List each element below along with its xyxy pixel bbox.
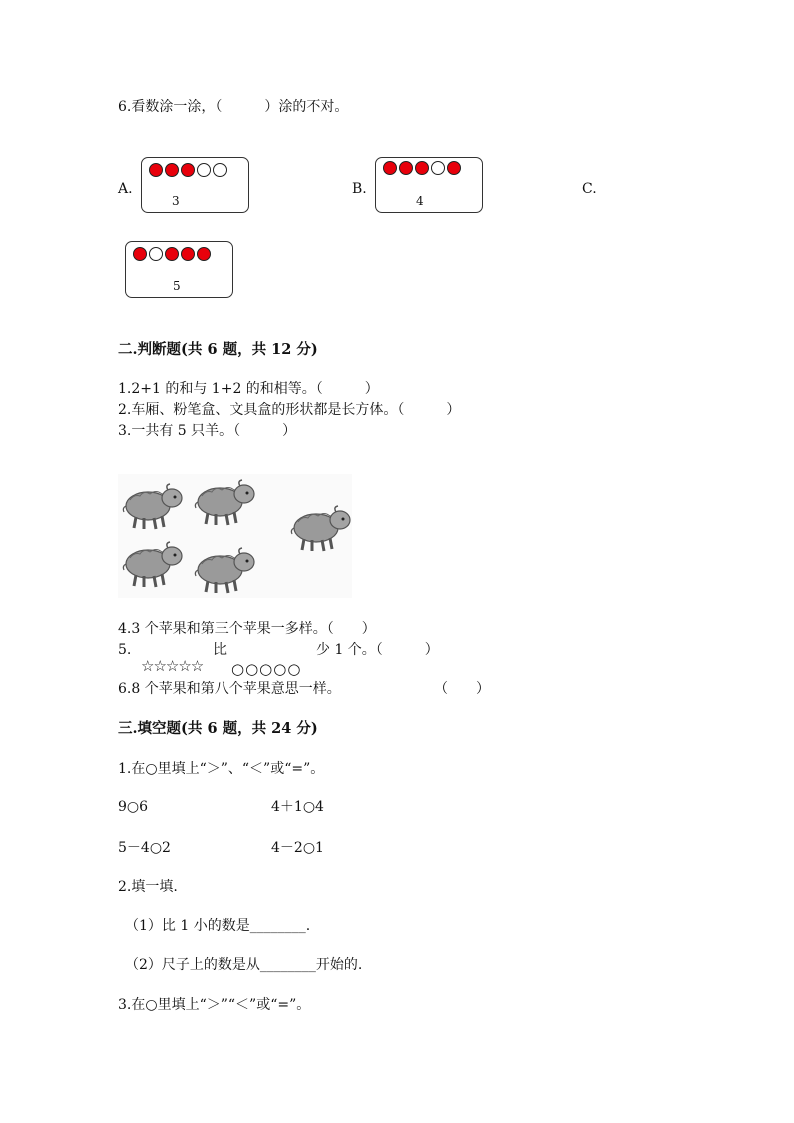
dot xyxy=(181,247,195,261)
option-b-dots xyxy=(383,161,461,175)
judge-q6-paren: （ ） xyxy=(434,681,490,697)
option-c-number: 5 xyxy=(173,279,181,293)
dot xyxy=(149,163,163,177)
section-3-heading: 三.填空题(共 6 题，共 24 分) xyxy=(118,720,318,737)
dot xyxy=(447,161,461,175)
option-b-box xyxy=(375,157,483,213)
sheep xyxy=(195,480,254,525)
dot xyxy=(399,161,413,175)
option-c-label: C. xyxy=(582,181,597,197)
dot xyxy=(149,247,163,261)
dot xyxy=(165,163,179,177)
dot xyxy=(181,163,195,177)
fill-q2-part-1: （1）比 1 小的数是________. xyxy=(125,918,311,934)
fill-q1: 1.在○里填上“＞”、“＜”或“=”。 xyxy=(118,761,325,777)
fill-q1-expr-4: 4－2○1 xyxy=(271,840,324,856)
sheep xyxy=(195,548,254,593)
judge-q4: 4.3 个苹果和第三个苹果一多样。（ ） xyxy=(118,621,376,637)
dot xyxy=(133,247,147,261)
judge-q5-circles: ○○○○○ xyxy=(231,660,302,678)
option-a-label: A. xyxy=(118,181,133,197)
sheep xyxy=(291,506,350,551)
dot xyxy=(197,247,211,261)
question-6-title: 6.看数涂一涂，（ ）涂的不对。 xyxy=(118,99,349,115)
fill-q1-expr-1: 9○6 xyxy=(118,799,149,815)
judge-q5-stars: ☆☆☆☆☆ xyxy=(141,657,204,675)
fill-q1-expr-2: 4＋1○4 xyxy=(271,799,324,815)
judge-q6: 6.8 个苹果和第八个苹果意思一样。 xyxy=(118,681,341,697)
judge-q3: 3.一共有 5 只羊。（ ） xyxy=(118,423,297,439)
sheep xyxy=(123,484,182,529)
option-c-dots xyxy=(133,247,211,261)
dot xyxy=(415,161,429,175)
section-2-heading: 二.判断题(共 6 题，共 12 分) xyxy=(118,341,318,358)
fill-q3: 3.在○里填上“＞”“＜”或“=”。 xyxy=(118,997,311,1013)
option-a-dots xyxy=(149,163,227,177)
option-b-label: B. xyxy=(352,181,367,197)
dot xyxy=(197,163,211,177)
judge-q5-number: 5. xyxy=(118,642,132,658)
judge-q1: 1.2+1 的和与 1+2 的和相等。（ ） xyxy=(118,381,379,397)
dot xyxy=(165,247,179,261)
fill-q2-part-2: （2）尺子上的数是从________开始的. xyxy=(125,957,363,973)
judge-q5-bi: 比 xyxy=(213,642,227,658)
fill-q1-expr-3: 5－4○2 xyxy=(118,840,171,856)
sheep-image xyxy=(118,474,352,598)
dot xyxy=(431,161,445,175)
dot xyxy=(383,161,397,175)
dot xyxy=(213,163,227,177)
option-a-box xyxy=(141,157,249,213)
option-b-number: 4 xyxy=(416,194,424,208)
fill-q2: 2.填一填. xyxy=(118,879,178,895)
judge-q2: 2.车厢、粉笔盒、文具盒的形状都是长方体。（ ） xyxy=(118,402,461,418)
judge-q5-tail: 少 1 个。（ ） xyxy=(316,642,439,658)
option-c-box xyxy=(125,241,233,298)
option-a-number: 3 xyxy=(172,194,180,208)
sheep xyxy=(123,542,182,587)
